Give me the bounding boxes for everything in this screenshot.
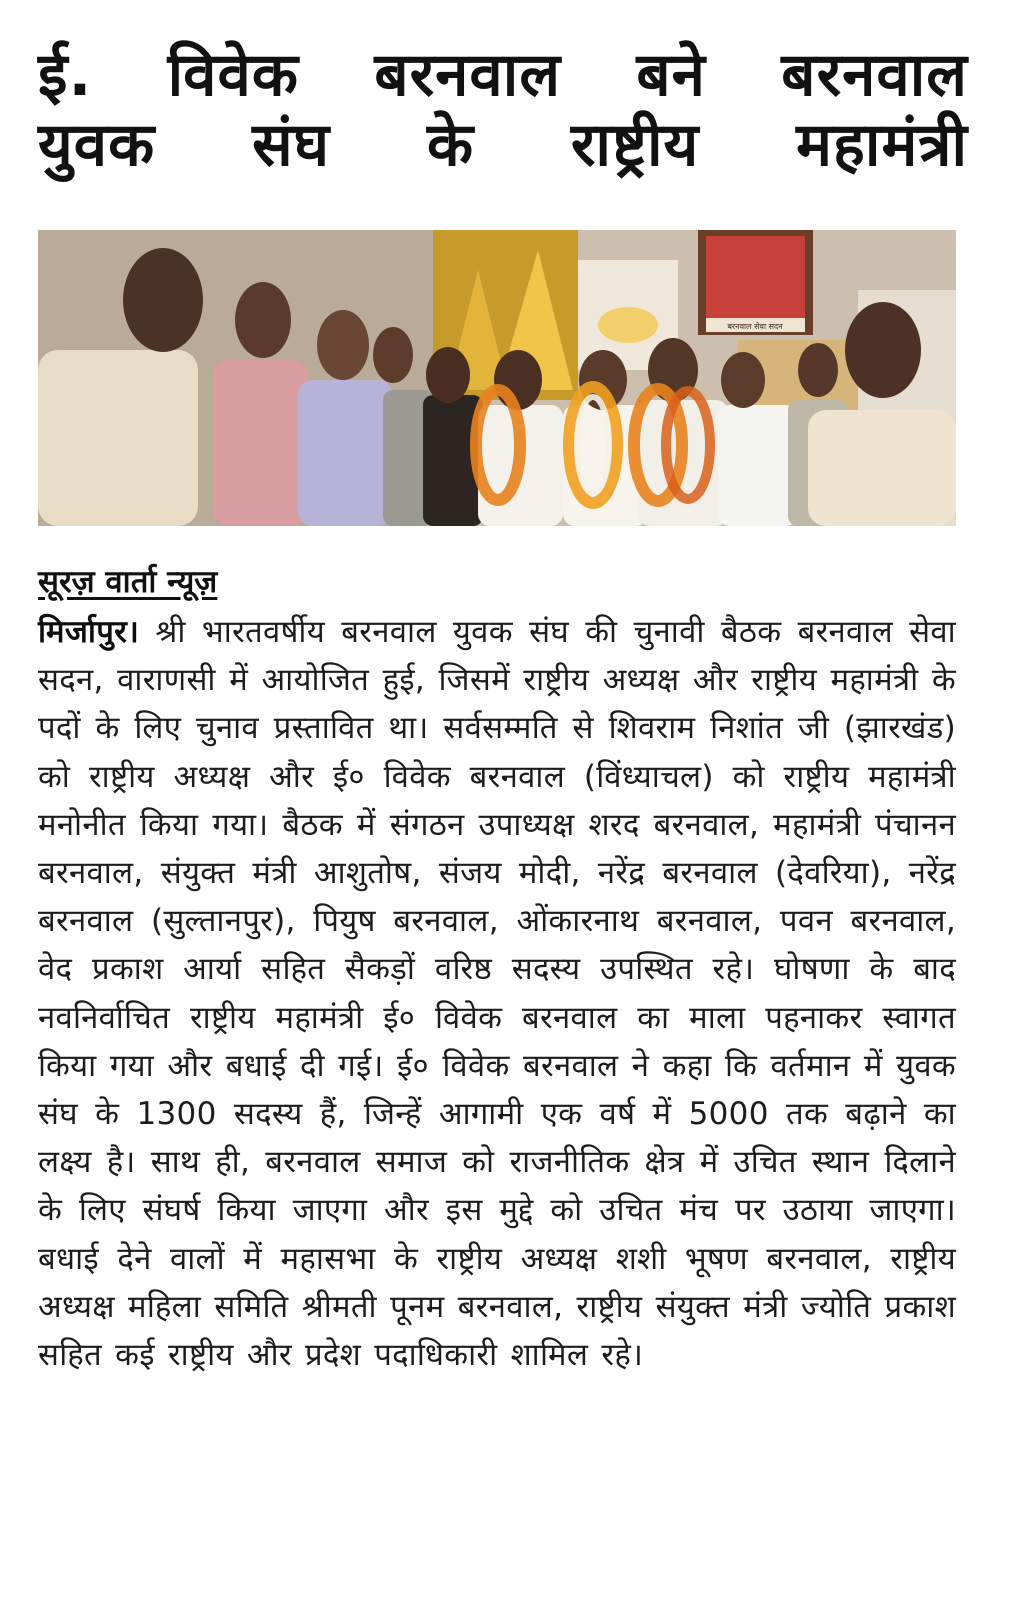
dateline: मिर्जापुर। [38,614,140,650]
deity-picture [706,236,805,321]
photo-banner-text: बरनवाल सेवा सदन [727,322,783,331]
byline: सूरज़ वार्ता न्यूज़ [38,564,218,600]
headline-line-1: ई. विवेक बरनवाल बने बरनवाल [38,40,968,110]
headline [38,40,968,180]
linga-shape [598,307,658,343]
headline-line-2: युवक संघ के राष्ट्रीय महामंत्री [38,110,968,180]
article-text: श्री भारतवर्षीय बरनवाल युवक संघ की चुनावी बैठक बरनवाल सेवा सदन, वाराणसी में आयोजित हुई, जिसमें राष्ट्रीय अध्यक्ष और राष्ट्रीय महामंत्री के पदों के लिए चुनाव प्रस्तावित था। सर्वसम्मति से शिवराम निशांत जी (झारखंड) को राष्ट्रीय अध्यक्ष और ई० विवेक बरनवाल (विंध्याचल) को राष्ट्रीय महामंत्री मनोनीत किया गया। बैठक में संगठन उपाध्यक्ष शरद बरनवाल, महामंत्री पंचानन बरनवाल, संयुक्त मंत्री आशुतोष, संजय मोदी, नरेंद्र बरनवाल (देवरिया), नरेंद्र बरनवाल (सुल्तानपुर), पियुष बरनवाल, ओंकारनाथ बरनवाल, पवन बरनवाल, वेद प्रकाश आर्या सहित सैकड़ों वरिष्ठ सदस्य उपस्थित रहे। घोषणा के बाद नवनिर्वाचित राष्ट्रीय महामंत्री ई० विवेक बरनवाल का माला पहनाकर स्वागत किया गया और बधाई दी गई। ई० विवेक बरनवाल ने कहा कि वर्तमान में युवक संघ के 1300 सदस्य हैं, जिन्हें आगामी एक वर्ष में 5000 तक बढ़ाने का लक्ष्य है। साथ ही, बरनवाल समाज को राजनीतिक क्षेत्र में उचित स्थान दिलाने के लिए संघर्ष किया जाएगा और इस मुद्दे को उचित मंच पर उठाया जाएगा। बधाई देने वालों में महासभा के राष्ट्रीय अध्यक्ष शशी भूषण बरनवाल, राष्ट्रीय अध्यक्ष महिला समिति श्रीमती पूनम बरनवाल, राष्ट्रीय संयुक्त मंत्री ज्योति प्रकाश सहित कई राष्ट्रीय और प्रदेश पदाधिकारी शामिल रहे। [38,614,956,1374]
news-photo [38,230,956,526]
news-photo-illustration [38,230,956,526]
article-body [38,608,956,1379]
